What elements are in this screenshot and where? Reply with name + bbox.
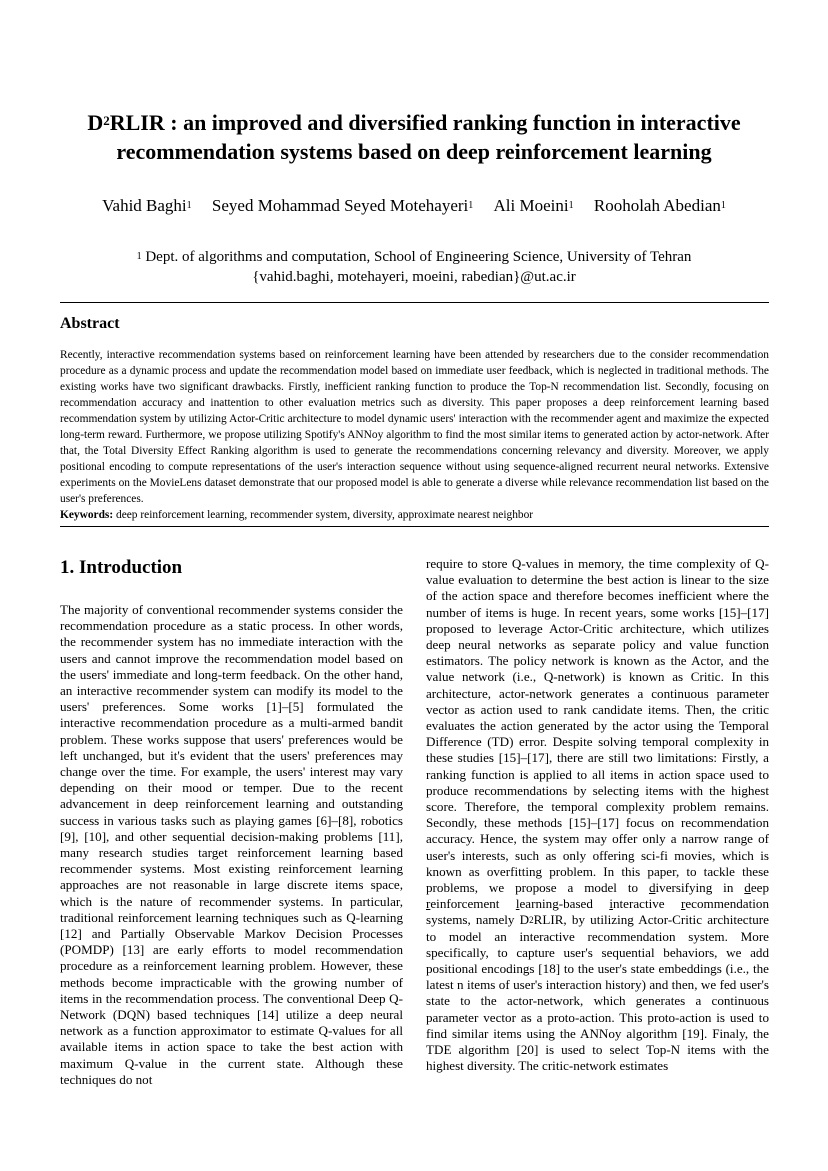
affiliation [40, 247, 788, 287]
intro-right-text-e: earning-based [519, 896, 610, 912]
title-superscript: 2 [103, 113, 110, 128]
author [102, 195, 192, 217]
author-list [40, 195, 788, 217]
paper-title [40, 108, 788, 166]
acronym-letter: d [648, 880, 656, 896]
acronym-letter: i [609, 896, 613, 912]
intro-right-text-a: require to store Q-values in memory, the time complexity of Q-value evaluation to determine the best action is linear to the size of the action space and therefore becomes inefficient where the number of items is huge. In recent years, some works [15]–[17] proposed to leverage Actor-Critic architecture, which utilizes deep neural networks as separate policy and value function estimators. The policy network is known as the Actor, and the value network (i.e., Q-network) is known as Critic. In this architecture, actor-network generates a continuous parameter vector as action used to rank candidate items. Then, the critic evaluates the action generated by the actor using the Temporal Difference (TD) error. Despite solving temporal complexity in these studies [15]–[17], there are still two limitations: Firstly, a ranking function is applied to all items in action space used to produce recommendations by selecting items with the highest score. Therefore, the temporal complexity problem remains. Secondly, these methods [15]–[17] focus on recommendation accuracy. Hence, the system may offer only a narrow range of user's interests, such as only offering sci-fi movies, which is known as overfitting problem. In this paper, to tackle these problems, we propose a model to [426, 556, 769, 896]
intro-right-paragraph [426, 556, 769, 1075]
intro-right-text-g: ecommendation systems, namely D [426, 896, 769, 928]
intro-right-column [426, 556, 769, 1075]
keywords-text: deep reinforcement learning, recommender system, diversity, approximate nearest neighbor [113, 509, 534, 521]
bottom-divider [60, 526, 769, 527]
abstract-text: Recently, interactive recommendation systems based on reinforcement learning have been attended by researchers due to the consider recommendation procedure as a dynamic process and update the recommendation model based on immediate user feedback, which is neglected in traditional methods. The existing works have two significant drawbacks. Firstly, inefficient ranking function to produce the Top-N recommendation list. Secondly, focusing on recommendation accuracy and inattention to other evaluation metrics such as diversity. This paper proposes a deep reinforcement learning based recommendation system by utilizing Actor-Critic architecture to model dynamic users' interaction with the recommender agent and maximize the expected long-term reward. Furthermore, we propose utilizing Spotify's ANNoy algorithm to find the most similar items to generated action by actor-network. After that, the Total Diversity Effect Ranking algorithm is used to generate the recommendations concerning relevancy and diversity. Moreover, we apply positional encoding to compute representations of the user's interaction sequence without using sequence-aligned recurrent neural networks. Extensive experiments on the MovieLens dataset demonstrate that our proposed model is able to generate a diverse while relevance recommendation list based on the user's preferences. [60, 349, 769, 505]
abstract-body [60, 347, 769, 523]
author-name: Seyed Mohammad Seyed Motehayeri [211, 196, 469, 215]
affiliation-mark: 1 [136, 251, 142, 262]
author-name: Rooholah Abedian [593, 196, 721, 215]
acronym-letter: d [744, 880, 751, 896]
author [212, 195, 473, 217]
title-d: D [87, 110, 104, 135]
title-line-1: RLIR : an improved and diversified ranking function in interactive [109, 110, 741, 135]
intro-left-text: The majority of conventional recommender systems consider the recommendation procedure as a static process. In other words, the recommender system has no immediate interaction with the users and cannot improve the recommendation model based on the users' immediate and long-term feedback. On the other hand, an interactive recommender system can modify its model to the users' preferences. Some works [1]–[5] formulated the interactive recommendation procedure as a multi-armed bandit problem. These works suppose that users' preferences would be left unchanged, but it's evident that the users' preferences may change over the time. For example, the users' interest may vary depending on their mood or temper. Due to the recent advancement in deep reinforcement learning and outstanding success in various tasks such as playing games [6]–[8], robotics [9], [10], and other sequential decision-making problems [11], many research studies target reinforcement learning based recommender systems. Most existing reinforcement learning approaches are not reasonable in large discrete items space, which is the nature of recommender systems. In particular, traditional reinforcement learning techniques such as Q-learning [12] and Partially Observable Markov Decision Processes (POMDP) [13] are early efforts to model recommendation procedure as a reinforcement learning problem. However, these methods become impracticable with the growing number of items in the recommendation process. The conventional Deep Q-Network (DQN) based techniques [14] utilize a deep neural network as a function approximator to estimate Q-values for all available items in action space to take the best action with maximum Q-value in the current state. Although these techniques do not [60, 602, 403, 1087]
intro-left-column [60, 602, 403, 1088]
affiliation-emails: {vahid.baghi, motehayeri, moeini, rabedian}@ut.ac.ir [252, 269, 576, 285]
intro-right-text-c: eep [750, 880, 770, 896]
author [494, 195, 574, 217]
keywords-label: Keywords: [60, 509, 114, 521]
intro-right-text-d: einforcement [430, 896, 516, 912]
intro-right-text-b: iversifying in [655, 880, 745, 896]
model-name-superscript: 2 [529, 915, 534, 926]
top-divider [60, 302, 769, 303]
author-name: Ali Moeini [493, 196, 569, 215]
author-affiliation-mark: 1 [720, 200, 726, 211]
author-affiliation-mark: 1 [568, 200, 574, 211]
acronym-letter: l [515, 896, 520, 912]
acronym-letter: r [680, 896, 686, 912]
author-name: Vahid Baghi [102, 196, 187, 215]
author [594, 195, 726, 217]
intro-right-text-h: RLIR, by utilizing Actor-Critic architecture to model an interactive recommendation system. More specifically, to capture user's sequential behaviors, we add positional encodings [18] to the user's state embeddings (i.e., the latest n items of user's interaction history) and then, we fed user's state to the actor-network, which generates a continuous parameter vector as a proto-action. This proto-action is used to find similar items using the ANNoy algorithm [19]. Finaly, the TDE algorithm [20] is used to select Top-N items with the highest diversity. The critic-network estimates [426, 912, 769, 1074]
author-affiliation-mark: 1 [468, 200, 474, 211]
abstract-heading: Abstract [60, 315, 120, 332]
author-affiliation-mark: 1 [186, 200, 192, 211]
intro-right-text-f: nteractive [612, 896, 681, 912]
affiliation-line-1: Dept. of algorithms and computation, School of Engineering Science, University of Tehran [141, 249, 692, 265]
acronym-letter: r [426, 896, 431, 912]
title-line-2: recommendation systems based on deep reinforcement learning [116, 139, 712, 164]
section-heading: 1. Introduction [60, 557, 183, 578]
keywords [60, 507, 769, 523]
